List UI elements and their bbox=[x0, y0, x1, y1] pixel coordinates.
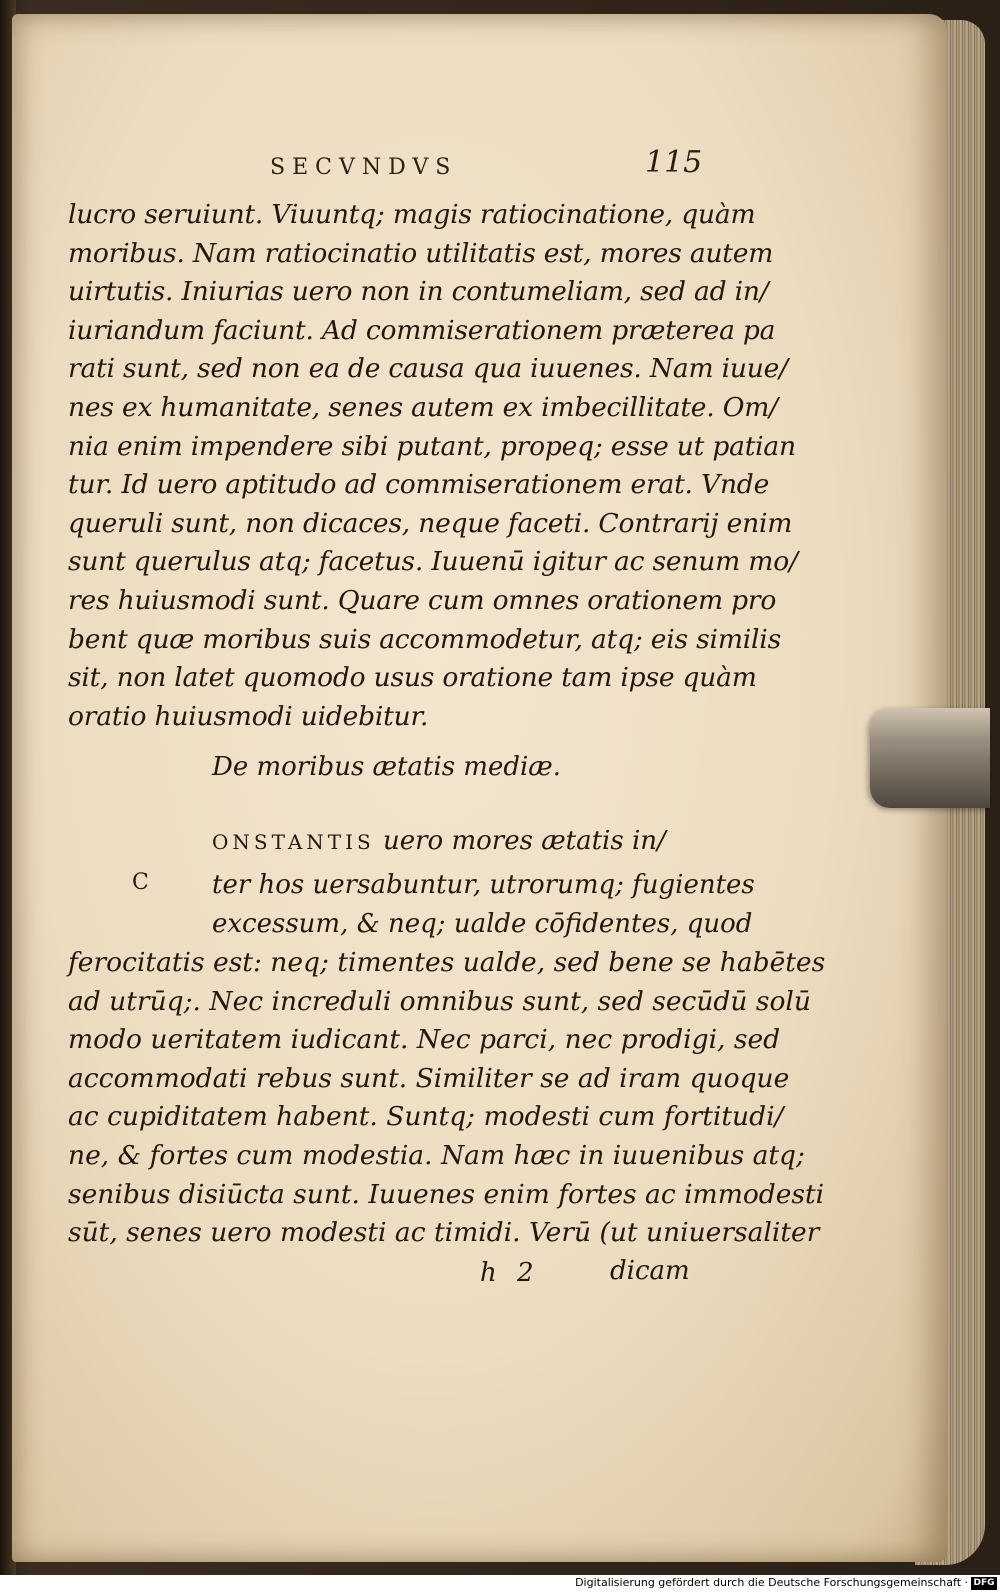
text-line: lucro seruiunt. Viuuntq; magis ratiocinatione, quàm bbox=[68, 199, 756, 230]
paragraph-first-line bbox=[212, 826, 666, 856]
text-line: tur. Id uero aptitudo ad commiserationem erat. Vnde bbox=[68, 469, 770, 501]
text-line: ferocitatis est: neq; timentes ualde, sed bene se habētes bbox=[68, 947, 826, 978]
dfg-logo-icon[interactable]: DFG bbox=[971, 1577, 997, 1590]
text-line: moribus. Nam ratiocinatio utilitatis est, mores autem bbox=[68, 237, 774, 269]
text-line: sunt querulus atq; facetus. Iuuenū igitur ac senum mo/ bbox=[68, 546, 798, 578]
drop-initial: C bbox=[132, 870, 149, 895]
text-line: iuriandum faciunt. Ad commiserationem prӕterea pa bbox=[68, 314, 776, 346]
text-line: senibus disiūcta sunt. Iuuenes enim fortes ac immodesti bbox=[68, 1178, 825, 1210]
text-line: sūt, senes uero modesti ac timidi. Verū (ut uniuersaliter bbox=[68, 1217, 820, 1249]
text-line: res huiusmodi sunt. Quare cum omnes orationem pro bbox=[68, 584, 777, 616]
text-line: ac cupiditatem habent. Suntq; modesti cum fortitudi/ bbox=[68, 1101, 784, 1133]
text-line: bent quӕ moribus suis accommodetur, atq; eis similis bbox=[68, 623, 781, 655]
main-text-block bbox=[68, 196, 798, 736]
text-line: excessum, & neq; ualde cōfidentes, quod bbox=[212, 908, 753, 939]
text-line: nes ex humanitate, senes autem ex imbecillitate. Om/ bbox=[68, 391, 778, 423]
indented-lines bbox=[212, 866, 755, 943]
text-line: ne, & fortes cum modestia. Nam hӕc in iuuenibus atq; bbox=[68, 1139, 805, 1171]
page-number: 115 bbox=[645, 145, 703, 180]
catchword: dicam bbox=[610, 1256, 690, 1286]
section-heading: De moribus ӕtatis mediӕ. bbox=[212, 752, 562, 782]
text-line: ad utrūq;. Nec increduli omnibus sunt, sed secūdū solū bbox=[68, 985, 811, 1017]
footer-credit: Digitalisierung gefördert durch die Deutsche Forschungsgemeinschaft · bbox=[575, 1576, 968, 1589]
first-line-rest: uero mores ӕtatis in/ bbox=[383, 826, 666, 856]
text-line: ter hos uersabuntur, utrorumq; fugientes bbox=[212, 870, 755, 900]
text-line: nia enim impendere sibi putant, propeq; esse ut patian bbox=[68, 430, 796, 462]
text-line: rati sunt, sed non ea de causa qua iuuenes. Nam iuue/ bbox=[68, 353, 788, 385]
small-caps-opening: ONSTANTIS bbox=[212, 830, 375, 854]
second-paragraph-body bbox=[68, 944, 826, 1253]
text-line: accommodati rebus sunt. Similiter se ad iram quoque bbox=[68, 1062, 790, 1094]
running-head: SECVNDVS bbox=[270, 155, 458, 180]
book-clasp bbox=[870, 708, 990, 808]
text-line: queruli sunt, non dicaces, neque faceti. Contrarij enim bbox=[68, 507, 793, 539]
signature-mark: h 2 bbox=[480, 1258, 534, 1288]
footer-bar bbox=[0, 1575, 1000, 1593]
text-line: uirtutis. Iniurias uero non in contumeliam, sed ad in/ bbox=[68, 276, 769, 308]
text-line: oratio huiusmodi uidebitur. bbox=[68, 700, 429, 732]
text-line: sit, non latet quomodo usus oratione tam ipse quàm bbox=[68, 662, 757, 694]
text-line: modo ueritatem iudicant. Nec parci, nec prodigi, sed bbox=[68, 1024, 781, 1056]
